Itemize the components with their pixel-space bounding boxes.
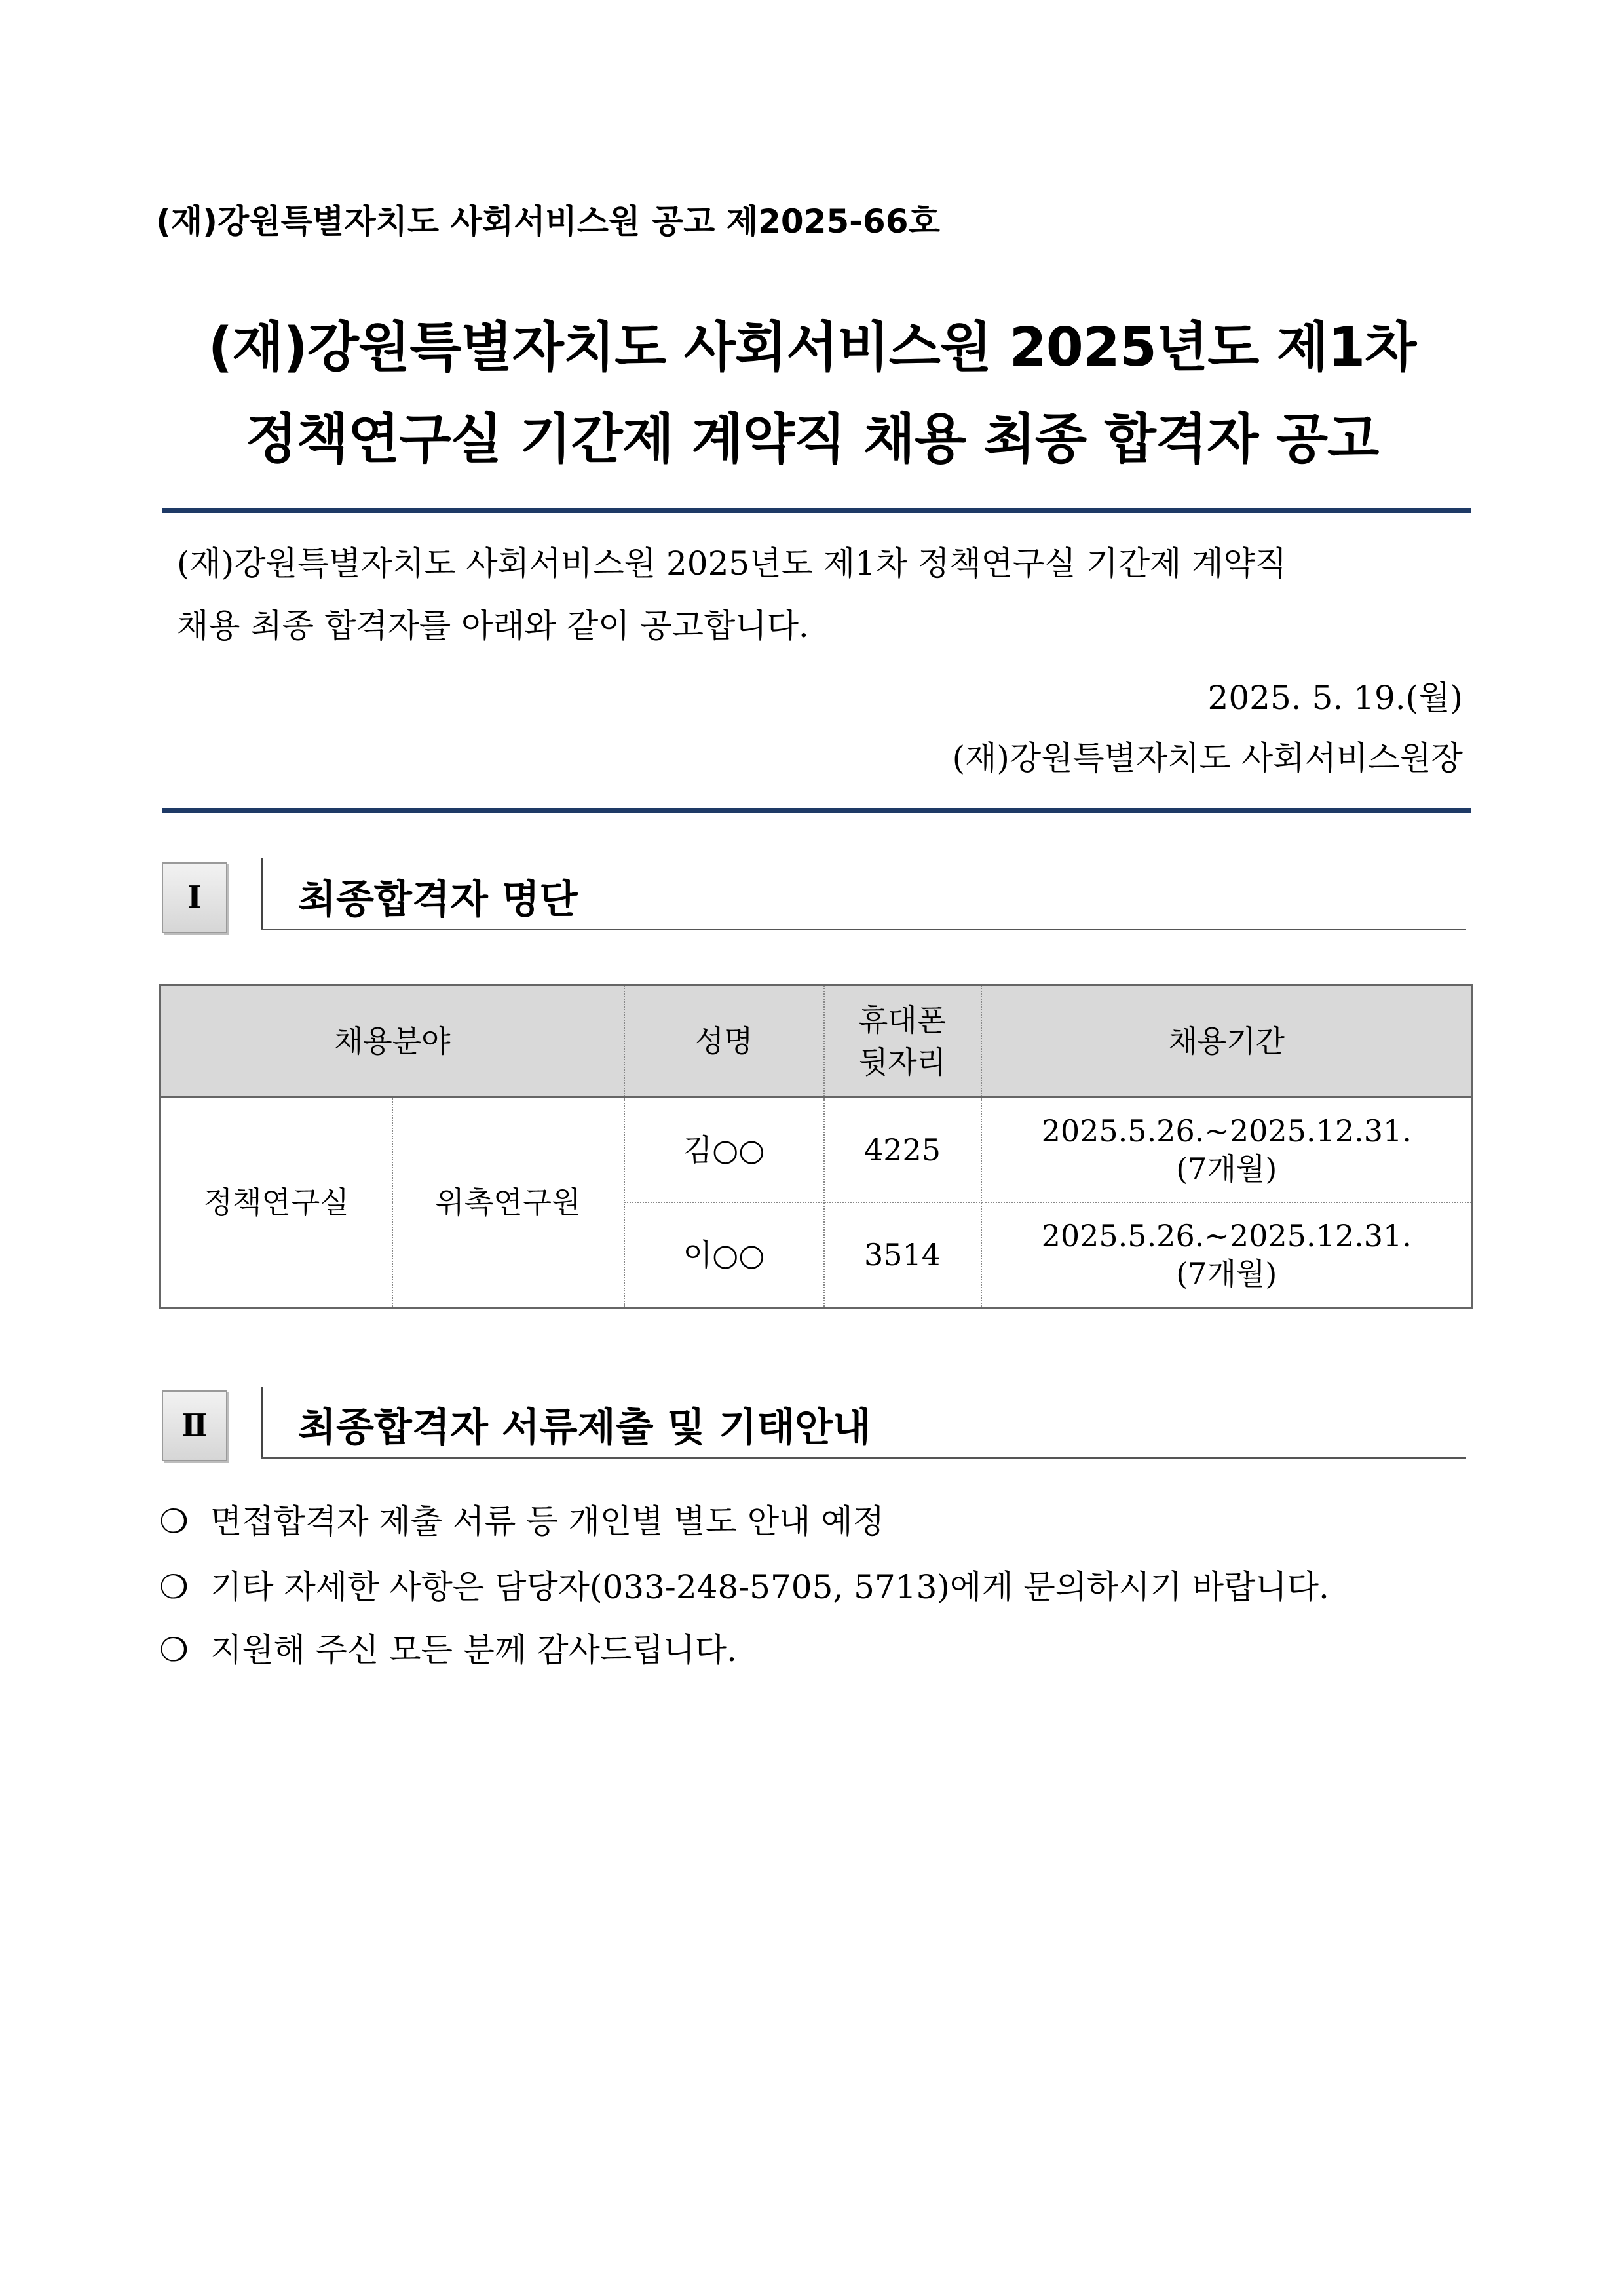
final-candidates-table — [159, 984, 1473, 1309]
section2-numeral: Ⅱ — [181, 1407, 208, 1444]
bullet-text: 면접합격자 제출 서류 등 개인별 별도 안내 예정 — [210, 1502, 884, 1540]
bullet-text: 지원해 주신 모든 분께 감사드립니다. — [210, 1631, 737, 1669]
section1-numeral: Ⅰ — [187, 879, 202, 916]
header-field: 채용분야 — [161, 985, 624, 1098]
section1-number-box — [162, 862, 227, 933]
bullet-text: 기타 자세한 사항은 담당자(033-248-5705, 5713)에게 문의하시기 바랍니다. — [210, 1568, 1329, 1606]
notice-date: 2025. 5. 19.(월) — [1207, 679, 1463, 717]
section2-number-box — [162, 1390, 227, 1461]
cell-phone: 4225 — [824, 1098, 981, 1203]
header-phone — [824, 985, 981, 1098]
list-item — [159, 1561, 1329, 1608]
cell-period-months: (7개월) — [1176, 1151, 1277, 1187]
notice-number: (재)강원특별자치도 사회서비스원 공고 제2025-66호 — [156, 202, 940, 240]
circle-bullet-icon: ❍ — [159, 1568, 189, 1606]
intro-text-line2: 채용 최종 합격자를 아래와 같이 공고합니다. — [177, 607, 809, 645]
section2-divider — [261, 1387, 263, 1459]
circle-bullet-icon: ❍ — [159, 1502, 189, 1540]
signer: (재)강원특별자치도 사회서비스원장 — [952, 739, 1463, 777]
list-item — [159, 1624, 737, 1671]
cell-period-months: (7개월) — [1176, 1256, 1277, 1292]
cell-phone: 3514 — [824, 1202, 981, 1308]
cell-name: 이○○ — [624, 1202, 824, 1308]
list-item — [159, 1495, 884, 1542]
circle-bullet-icon: ❍ — [159, 1631, 189, 1669]
bottom-divider — [162, 808, 1471, 813]
header-phone-line1: 휴대폰 — [858, 1003, 947, 1038]
document-title-line2: 정책연구실 기간제 계약직 채용 최종 합격자 공고 — [245, 408, 1379, 470]
section1-title: 최종합격자 명단 — [298, 877, 578, 923]
intro-text-line1: (재)강원특별자치도 사회서비스원 2025년도 제1차 정책연구실 기간제 계약직 — [177, 545, 1287, 583]
table-row — [161, 1098, 1473, 1203]
top-divider — [162, 508, 1471, 513]
cell-period — [981, 1098, 1473, 1203]
header-period: 채용기간 — [981, 985, 1473, 1098]
section1-underline — [261, 929, 1466, 930]
section1-divider — [261, 858, 263, 930]
cell-position: 위촉연구원 — [392, 1098, 624, 1308]
cell-department: 정책연구실 — [161, 1098, 392, 1308]
document-title-line1: (재)강원특별자치도 사회서비스원 2025년도 제1차 — [208, 316, 1416, 379]
table-header-row — [161, 985, 1473, 1098]
cell-period-dates: 2025.5.26.~2025.12.31. — [1041, 1218, 1412, 1253]
cell-name: 김○○ — [624, 1098, 824, 1203]
cell-period-dates: 2025.5.26.~2025.12.31. — [1041, 1113, 1412, 1149]
cell-period — [981, 1202, 1473, 1308]
section2-title: 최종합격자 서류제출 및 기태안내 — [298, 1405, 871, 1451]
header-name: 성명 — [624, 985, 824, 1098]
header-phone-line2: 뒷자리 — [858, 1044, 947, 1080]
section2-underline — [261, 1457, 1466, 1459]
